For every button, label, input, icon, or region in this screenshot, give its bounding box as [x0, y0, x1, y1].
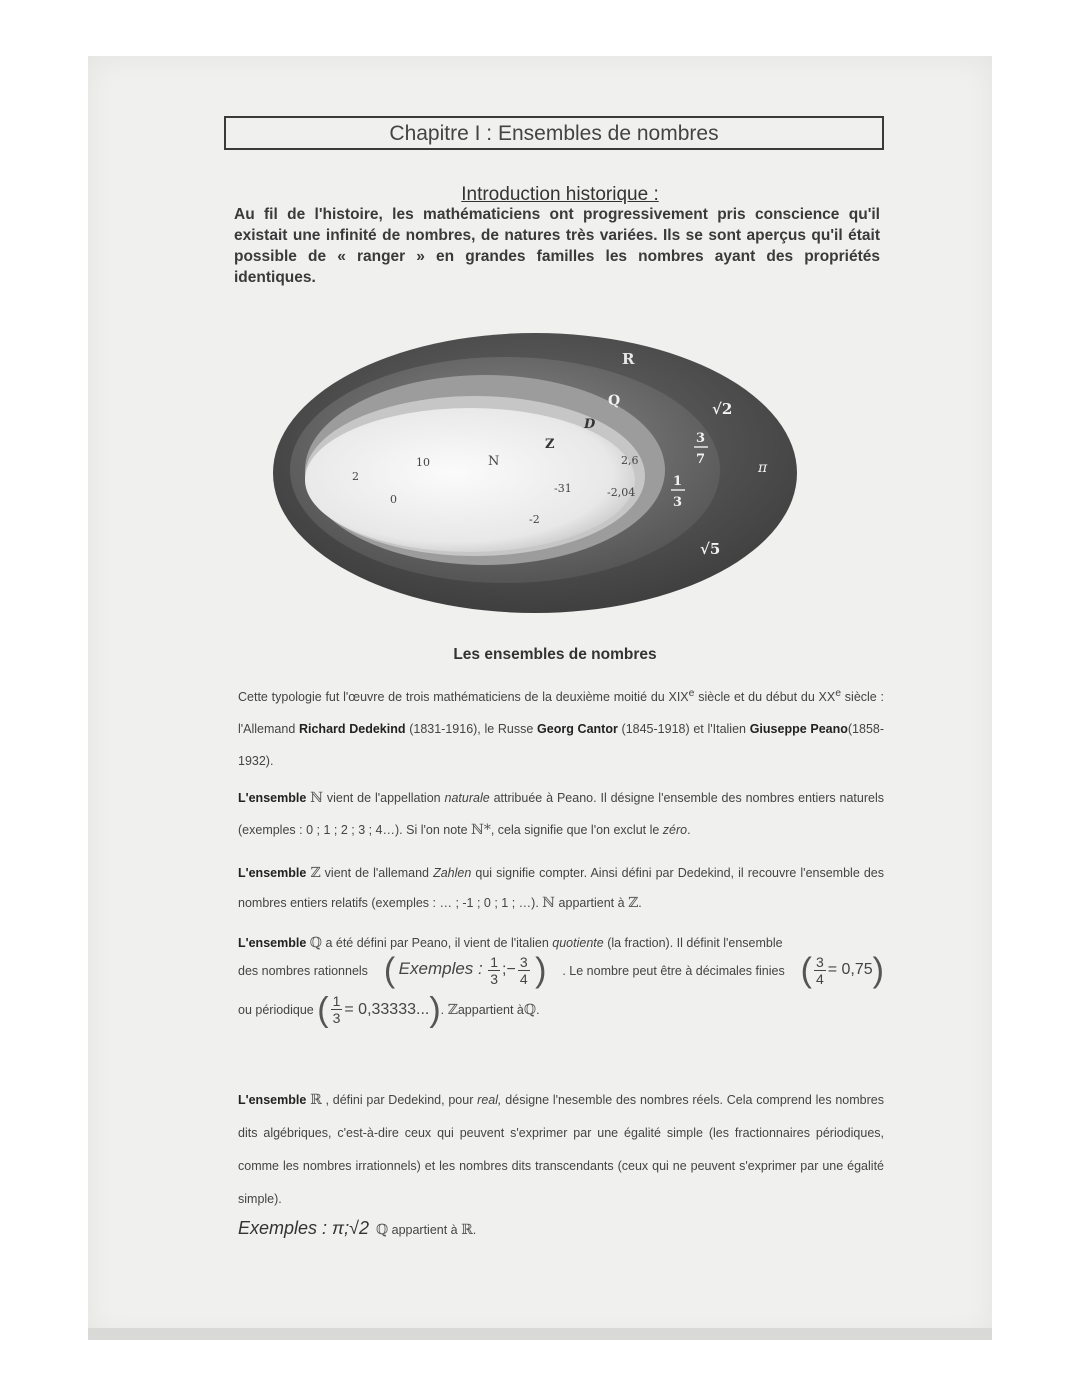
- number-minus-31: -31: [554, 482, 572, 495]
- number-0: 0: [390, 493, 397, 506]
- diagram-caption: Les ensembles de nombres: [453, 646, 657, 663]
- paragraph-set-r: L'ensemble ℝ , défini par Dedekind, pour real, désigne l'nesemble des nombres réels. Cela comprend les nombres dits algébriques, c'est-à-dire ceux qui peuvent s'exprimer par une égalité simple (les fractionnaires périodiques, comme les nombres irrationnels) et les nombres dits transcendants (ceux qui ne peuvent s'exprimer par une égalité simple).: [238, 1092, 884, 1206]
- label-set-r: R: [622, 350, 635, 368]
- paragraph-set-z: L'ensemble ℤ vient de l'allemand Zahlen qui signifie compter. Ainsi défini par Dedekind, il recouvre l'ensemble des nombres entiers relatifs (exemples : … ; -1 ; 0 ; 1 ; …). ℕ appartient à ℤ.: [238, 865, 884, 911]
- number-minus-2: -2: [529, 513, 540, 526]
- svg-text:3: 3: [673, 495, 683, 510]
- number-2: 2: [352, 470, 359, 483]
- label-set-z: Z: [545, 437, 555, 452]
- paragraph-set-n: L'ensemble ℕ vient de l'appellation naturale attribuée à Peano. Il désigne l'ensemble des nombres entiers naturels (exemples : 0 ; 1 ; 2 ; 3 ; 4…). Si l'on note ℕ*, cela signifie que l'on exclut le zéro.: [238, 790, 884, 838]
- number-pi: π: [758, 460, 768, 476]
- label-set-n: N: [488, 454, 500, 469]
- label-set-d: D: [584, 417, 596, 432]
- number-2-6: 2,6: [621, 454, 639, 467]
- label-set-q: Q: [608, 393, 621, 409]
- paragraph-typology: Cette typologie fut l'œuvre de trois mathématiciens de la deuxième moitié du XIXe siècle et du début du XXe siècle : l'Allemand Richard Dedekind (1831-1916), le Russe Georg Cantor (1845-1918) et l'Italien Giuseppe Peano(1858-1932).: [238, 688, 885, 769]
- number-sqrt5: √5: [700, 540, 721, 558]
- svg-text:3: 3: [696, 431, 706, 446]
- paragraph-set-q: L'ensemble ℚ a été défini par Peano, il vient de l'italien quotiente (la fraction). Il définit l'ensemble des nombres rationnels ( Exemples : $\frac{1}{3}$ ;− $\frac{3}{4}$ ) . Le nombre peut être à décimales finies ( $\frac{3}{4}$ = 0,75) ou périodique ( $\frac{1}{3}$ = 0,33333... ) . ℤ appartient à ℚ .: [238, 935, 884, 1029]
- chapter-title: Chapitre I : Ensembles de nombres: [224, 116, 884, 150]
- number-10: 10: [416, 456, 430, 469]
- number-minus-2-04: -2,04: [607, 486, 636, 499]
- svg-text:7: 7: [696, 452, 706, 467]
- paper-edge: [88, 1328, 992, 1340]
- intro-heading: Introduction historique :: [461, 184, 659, 205]
- number-sqrt2: √2: [712, 400, 733, 418]
- paragraph-examples-r: Exemples : π;√2 ℚ appartient à ℝ.: [238, 1218, 477, 1238]
- number-sets-diagram: [270, 330, 830, 620]
- intro-text: Au fil de l'histoire, les mathématiciens ont progressivement pris conscience qu'il existait une infinité de nombres, de natures très variées. Ils se sont aperçus qu'il était possible de « ranger » en grandes familles les nombres ayant des propriétés identiques.: [234, 206, 880, 286]
- svg-text:1: 1: [673, 474, 683, 489]
